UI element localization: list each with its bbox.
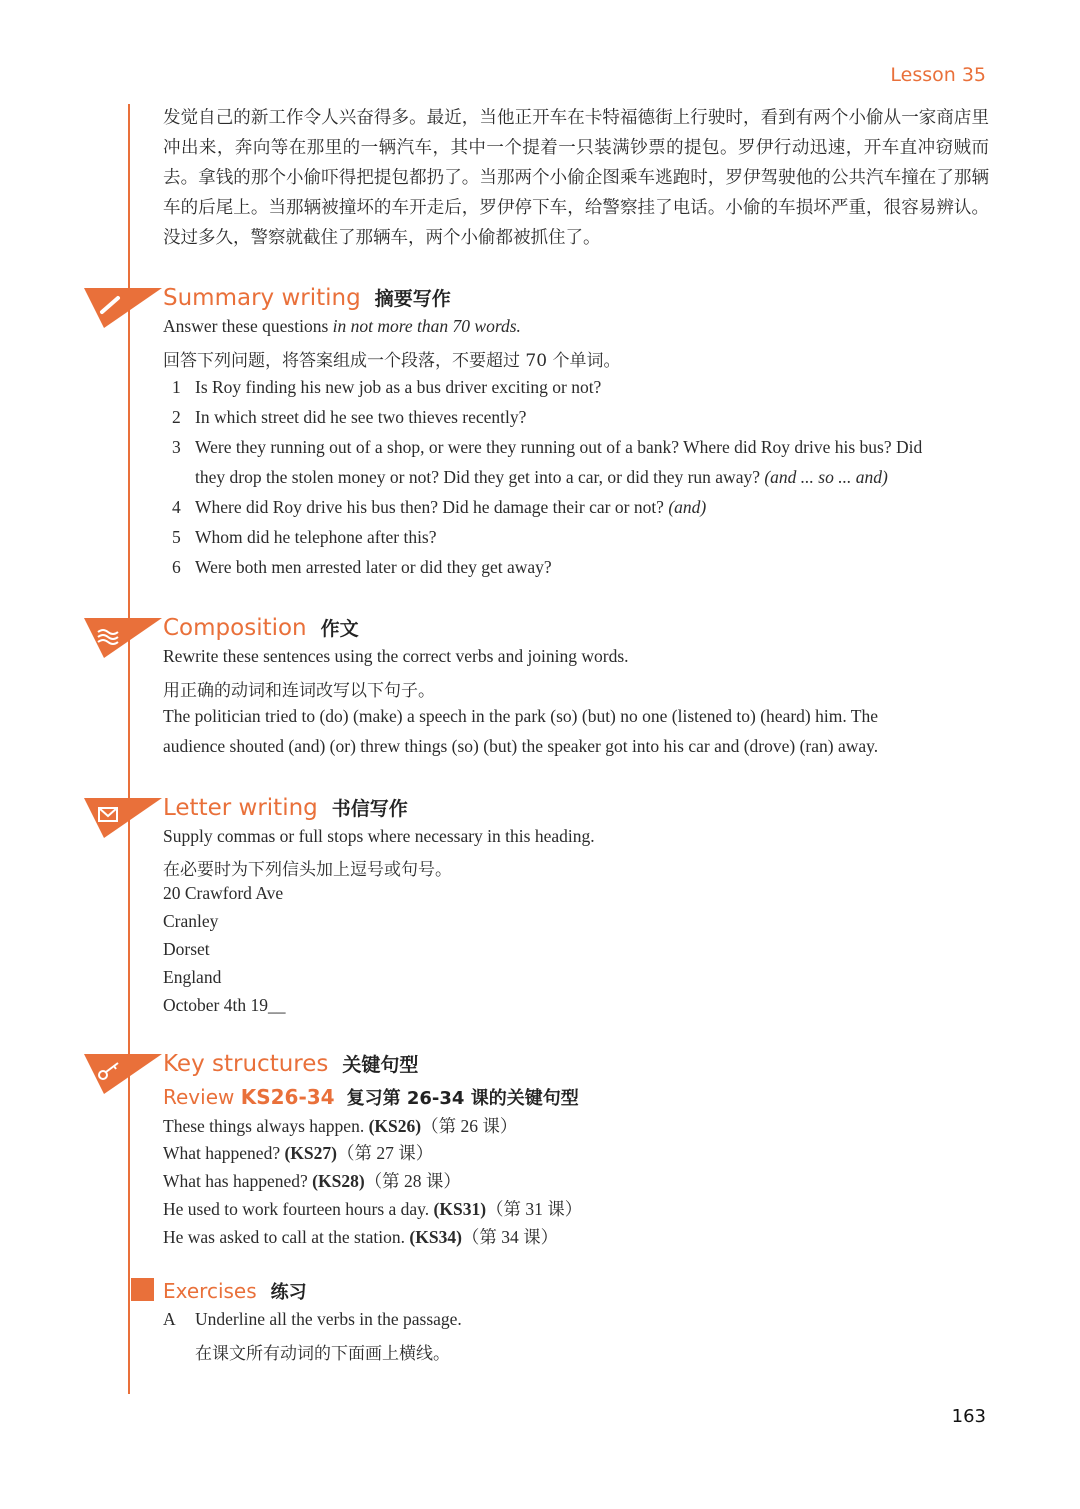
composition-title <box>163 614 359 641</box>
key-structures-title <box>163 1050 418 1077</box>
ks-lesson: （第 31 课） <box>486 1199 583 1219</box>
composition-instruction-zh: 用正确的动词和连词改写以下句子。 <box>163 681 435 701</box>
ks-code: (KS27) <box>284 1143 337 1163</box>
letter-writing-title <box>163 794 408 821</box>
key-structure-item <box>163 1140 433 1165</box>
ks-lesson: （第 26 课） <box>421 1116 518 1136</box>
question-number: 6 <box>172 557 181 577</box>
question-number: 3 <box>172 437 181 457</box>
review-label: Review <box>163 1085 241 1109</box>
ks-text: What happened? <box>163 1143 285 1163</box>
key-structure-item <box>163 1224 558 1249</box>
key-icon <box>84 1054 162 1094</box>
question-number: 1 <box>172 377 181 397</box>
summary-instruction-zh: 回答下列问题，将答案组成一个段落，不要超过 70 个单词。 <box>163 351 621 371</box>
question-hint: (and ... so ... and) <box>764 467 888 487</box>
question-text <box>195 497 706 518</box>
address-line: Cranley <box>163 911 219 931</box>
summary-title-zh: 摘要写作 <box>374 288 451 310</box>
question-text: Whom did he telephone after this? <box>195 527 437 547</box>
question-hint: (and) <box>668 497 707 517</box>
letter-title-en: Letter writing <box>163 795 318 821</box>
lesson-header: Lesson 35 <box>890 64 986 86</box>
exercises-title <box>163 1278 307 1304</box>
review-code: KS26-34 <box>240 1085 335 1109</box>
address-date-line: October 4th 19__ <box>163 995 286 1015</box>
composition-title-zh: 作文 <box>320 618 359 640</box>
question-text: Is Roy finding his new job as a bus driver exciting or not? <box>195 377 602 397</box>
ks-text: He used to work fourteen hours a day. <box>163 1199 434 1219</box>
question-text: In which street did he see two thieves recently? <box>195 407 527 427</box>
key-structure-item <box>163 1196 582 1221</box>
chinese-translation-paragraph: 发觉自己的新工作令人兴奋得多。最近，当他正开车在卡特福德街上行驶时，看到有两个小偷从一家商店里冲出来，奔向等在那里的一辆汽车，其中一个提着一只装满钞票的提包。罗伊行动迅速，开车直冲窃贼而去。拿钱的那个小偷吓得把提包都扔了。当那两个小偷企图乘车逃跑时，罗伊驾驶他的公共汽车撞在了那辆车的后尾上。当那辆被撞坏的车开走后，罗伊停下车，给警察挂了电话。小偷的车损坏严重，很容易辨认。没过多久，警察就截住了那辆车，两个小偷都被抓住了。 <box>163 108 989 248</box>
address-line: 20 Crawford Ave <box>163 883 284 903</box>
address-line: Dorset <box>163 939 210 959</box>
letter-instruction-zh: 在必要时为下列信头加上逗号或句号。 <box>163 860 452 880</box>
exercise-item-en: Underline all the verbs in the passage. <box>195 1309 462 1329</box>
question-number: 4 <box>172 497 181 517</box>
address-line: England <box>163 967 222 987</box>
review-zh: 复习第 26-34 课的关键句型 <box>346 1088 579 1109</box>
summary-writing-title <box>163 284 451 311</box>
key-structure-item <box>163 1168 461 1193</box>
letter-instruction-en: Supply commas or full stops where necessary in this heading. <box>163 826 595 846</box>
exercises-marker <box>131 1278 154 1301</box>
ks-code: (KS31) <box>433 1199 487 1219</box>
summary-instruction-en <box>163 316 521 337</box>
review-subtitle <box>163 1084 579 1110</box>
ks-code: (KS28) <box>312 1171 365 1191</box>
composition-instruction-en: Rewrite these sentences using the correct verbs and joining words. <box>163 646 629 666</box>
exercises-title-zh: 练习 <box>270 1282 307 1303</box>
ks-lesson: （第 27 课） <box>336 1143 434 1163</box>
letter-title-zh: 书信写作 <box>331 798 408 820</box>
composition-text-line: The politician tried to (do) (make) a speech in the park (so) (but) no one (listened to) (heard) him. The <box>163 706 878 726</box>
key-structures-title-en: Key structures <box>163 1051 329 1077</box>
summary-title-en: Summary writing <box>163 285 361 311</box>
ks-code: (KS34) <box>409 1227 462 1247</box>
ks-lesson: （第 28 课） <box>364 1171 461 1191</box>
question-number: 2 <box>172 407 181 427</box>
summary-instruction-italic: in not more than 70 words. <box>332 316 521 336</box>
key-structures-title-zh: 关键句型 <box>342 1054 419 1076</box>
question-text: Were they running out of a shop, or were they running out of a bank? Where did Roy drive his bus? Did <box>195 437 923 457</box>
composition-title-en: Composition <box>163 615 307 641</box>
summary-instruction-text: Answer these questions <box>163 316 333 336</box>
composition-text-line: audience shouted (and) (or) threw things (so) (but) the speaker got into his car and (drove) (ran) away. <box>163 736 879 756</box>
ks-lesson: （第 34 课） <box>461 1227 559 1247</box>
question-number: 5 <box>172 527 181 547</box>
scroll-icon <box>84 618 162 658</box>
ks-text: These things always happen. <box>163 1116 369 1136</box>
key-structure-item <box>163 1113 517 1138</box>
ks-text: He was asked to call at the station. <box>163 1227 410 1247</box>
exercises-title-en: Exercises <box>163 1279 257 1303</box>
pencil-icon <box>84 288 162 328</box>
page-number: 163 <box>951 1406 986 1427</box>
envelope-icon <box>84 798 162 838</box>
exercise-item-letter: A <box>163 1309 176 1329</box>
ks-text: What has happened? <box>163 1171 313 1191</box>
exercise-item-zh: 在课文所有动词的下面画上横线。 <box>195 1344 450 1364</box>
question-body: Where did Roy drive his bus then? Did he damage their car or not? <box>195 497 669 517</box>
question-text: Were both men arrested later or did they get away? <box>195 557 552 577</box>
question-continuation: they drop the stolen money or not? Did they get into a car, or did they run away? <box>195 467 765 487</box>
ks-code: (KS26) <box>368 1116 422 1136</box>
question-text-continued <box>195 467 888 488</box>
